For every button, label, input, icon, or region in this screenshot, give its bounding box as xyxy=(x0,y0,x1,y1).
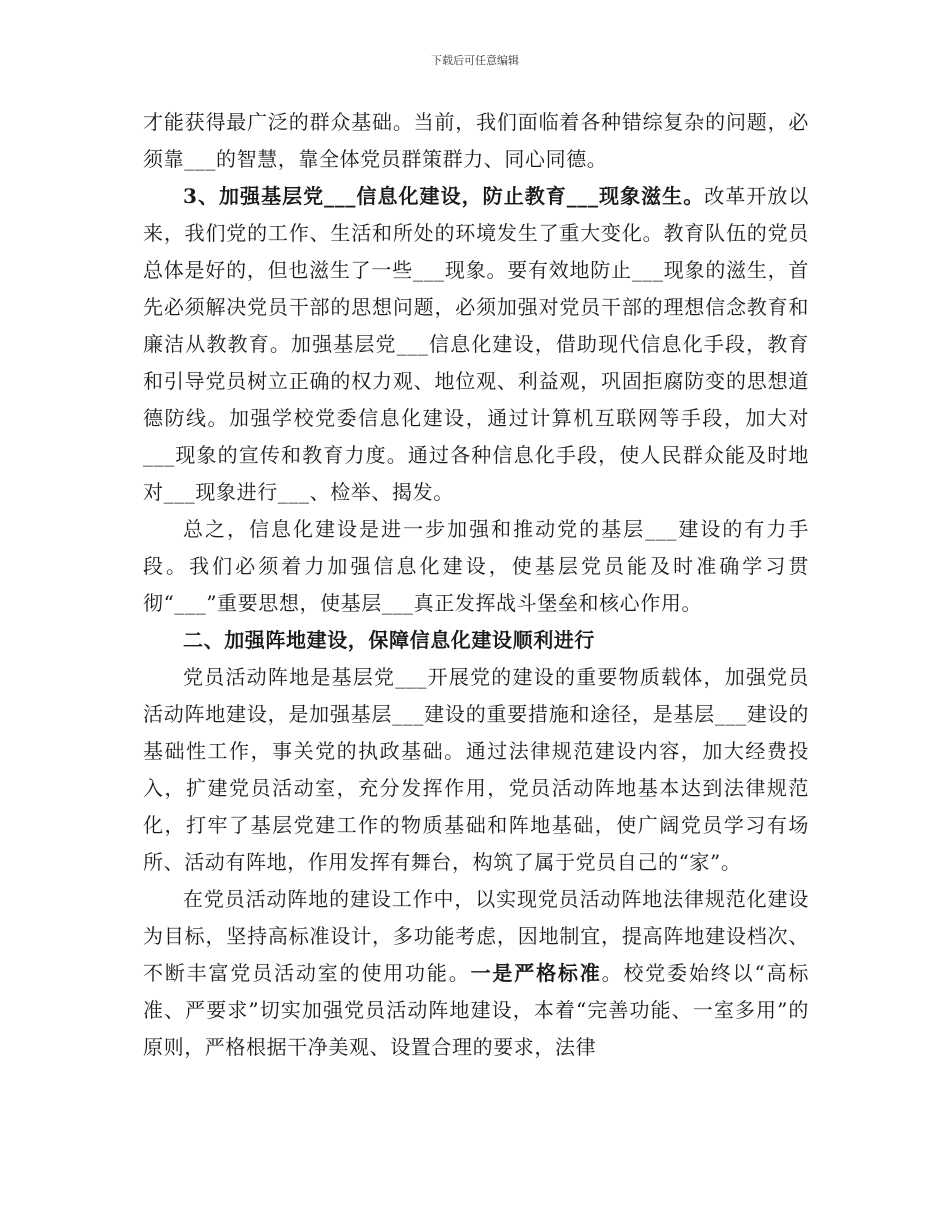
paragraph-construction xyxy=(143,881,809,1066)
paragraph-section-3 xyxy=(143,178,809,511)
paragraph-continuation: 才能获得最广泛的群众基础。当前，我们面临着各种错综复杂的问题，必须靠___的智慧，靠全体党员群策群力、同心同德。 xyxy=(143,110,809,171)
construction-text-2: 。校党委始终以“高标准、严要求”切实加强党员活动阵地建设，本着“完善功能、一室多用”的原则，严格根据干净美观、设置合理的要求，法律 xyxy=(143,961,809,1059)
document-body xyxy=(143,104,809,1066)
construction-point-1: 一是严格标准 xyxy=(470,961,602,985)
section-3-title: 3、加强基层党___信息化建设，防止教育___现象滋生。 xyxy=(183,184,705,208)
section-heading-2: 二、加强阵地建设，保障信息化建设顺利进行 xyxy=(183,628,595,652)
paragraph-summary: 总之，信息化建设是进一步加强和推动党的基层___建设的有力手段。我们必须着力加强信息化建设，使基层党员能及时准确学习贯彻“___”重要思想，使基层___真正发挥战斗堡垒和核心作用。 xyxy=(143,517,809,615)
construction-text-1: 在党员活动阵地的建设工作中，以实现党员活动阵地法律规范化建设为目标，坚持高标准设计，多功能考虑，因地制宜，提高阵地建设档次、不断丰富党员活动室的使用功能。 xyxy=(143,887,809,985)
page-header: 下载后可任意编辑 xyxy=(431,54,519,67)
section-3-text: 改革开放以来，我们党的工作、生活和所处的环境发生了重大变化。教育队伍的党员总体是好的，但也滋生了一些___现象。要有效地防止___现象的滋生，首先必须解决党员干部的思想问题，必须加强对党员干部的理想信念教育和廉洁从教教育。加强基层党___信息化建设，借助现代信息化手段，教育和引导党员树立正确的权力观、地位观、利益观，巩固拒腐防变的思想道德防线。加强学校党委信息化建设，通过计算机互联网等手段，加大对___现象的宣传和教育力度。通过各种信息化手段，使人民群众能及时地对___现象进行___、检举、揭发。 xyxy=(143,184,810,504)
paragraph-activity-base: 党员活动阵地是基层党___开展党的建设的重要物质载体，加强党员活动阵地建设，是加强基层___建设的重要措施和途径，是基层___建设的基础性工作，事关党的执政基础。通过法律规范建设内容，加大经费投入，扩建党员活动室，充分发挥作用，党员活动阵地基本达到法律规范化，打牢了基层党建工作的物质基础和阵地基础，使广阔党员学习有场所、活动有阵地，作用发挥有舞台，构筑了属于党员自己的“家”。 xyxy=(143,665,809,874)
